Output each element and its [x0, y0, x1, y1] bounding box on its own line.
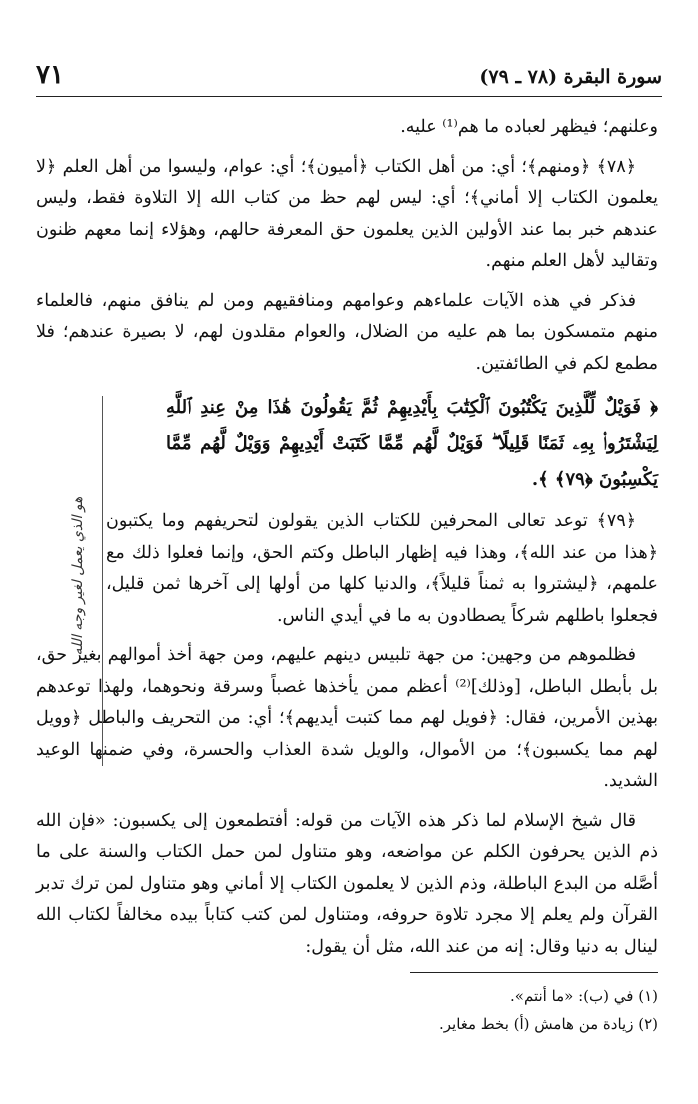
quran-verse: ﴿ فَوَيْلٌ لِّلَّذِينَ يَكْتُبُونَ ٱلْكِتَٰبَ بِأَيْدِيهِمْ ثُمَّ يَقُولُونَ هَٰذَا مِنْ عِندِ ٱللَّهِ لِيَشْتَرُوا۟ بِهِۦ ثَمَنًا قَلِيلًا ۖ فَوَيْلٌ لَّهُم مِّمَّا كَتَبَتْ أَيْدِيهِمْ وَوَيْلٌ لَّهُم مِّمَّا يَكْسِبُونَ ﴿٧٩﴾ ﴾.: [166, 397, 658, 490]
margin-note-text: هو الذي يعمل لغير وجه الله: [70, 496, 86, 656]
paragraph-2: ﴿٧٨﴾ ﴿ومنهم﴾؛ أي: من أهل الكتاب ﴿أميون﴾؛ أي: عوام، وليسوا من أهل العلم ﴿لا يعلمون الكتاب إلا أماني﴾؛ أي: ليس لهم حظ من كتاب الله إلا التلاوة فقط، وليس عندهم خبر بما عند الأولين الذين يعلمون حق المعرفة حالهم، وهؤلاء إنما معهم ظنون وتقاليد لأهل العلم منهم.: [36, 156, 658, 271]
footnote-divider: [410, 972, 658, 973]
paragraph-4: ﴿٧٩﴾ توعد تعالى المحرفين للكتاب الذين يقولون لتحريفهم وما يكتبون ﴿هذا من عند الله﴾، وهذا فيه إظهار الباطل وكتم الحق، وإنما فعلوا ذلك مع علمهم، ﴿ليشتروا به ثمناً قليلاً﴾، والدنيا كلها من أولها إلى آخرها ثمن قليل، فجعلوا باطلهم شركاً يصطادون به ما في أيدي الناس.: [106, 511, 658, 626]
footnotes: [200, 982, 658, 1038]
page-number: ٧١: [36, 60, 64, 90]
handwritten-margin-note: [36, 396, 103, 766]
footnote-2: (٢) زيادة من هامش (أ) بخط مغاير.: [438, 1015, 658, 1033]
page-body: [36, 112, 658, 971]
paragraph-5: فظلموهم من وجهين: من جهة تلبيس دينهم عليهم، ومن جهة أخذ أموالهم بغير حق، بل بأبطل الباطل، [وذلك]⁽²⁾ أعظم ممن يأخذها غصباً وسرقة ونحوهما، ولهذا توعدهم بهذين الأمرين، فقال: ﴿فويل لهم مما كتبت أيديهم﴾؛ أي: من التحريف والباطل ﴿وويل لهم مما يكسبون﴾؛ من الأموال، والويل شدة العذاب والحسرة، وفي ضمنها الوعيد الشديد.: [36, 645, 658, 791]
surah-title: سورة البقرة (٧٨ ـ ٧٩): [479, 66, 662, 88]
paragraph-6: قال شيخ الإسلام لما ذكر هذه الآيات من قوله: أفتطمعون إلى يكسبون: «فإن الله ذم الذين يحرفون الكلم عن مواضعه، وهو متناول لمن حمل الكتاب والسنة على ما أصَّله من البدع الباطلة، وذم الذين لا يعلمون الكتاب إلا أماني وهو متناول لمن ترك تدبر القرآن ولم يعلم إلا مجرد تلاوة حروفه، ومتناول لمن كتب كتاباً بيده مخالفاً لكتاب الله لينال به دنيا وقال: إنه من عند الله، مثل أن يقول:: [36, 810, 658, 957]
paragraph-1: وعلنهم؛ فيظهر لعباده ما هم⁽¹⁾ عليه.: [400, 117, 658, 137]
paragraph-3: فذكر في هذه الآيات علماءهم وعوامهم ومنافقيهم ومن لم ينافق منهم، فالعلماء منهم متمسكون بما هم عليه من الضلال، والعوام مقلدون لهم، لا بصيرة عندهم؛ فلا مطمع لكم في الطائفتين.: [36, 290, 658, 374]
footnote-1: (١) في (ب): «ما أنتم».: [510, 987, 658, 1005]
page-header: [36, 60, 662, 97]
